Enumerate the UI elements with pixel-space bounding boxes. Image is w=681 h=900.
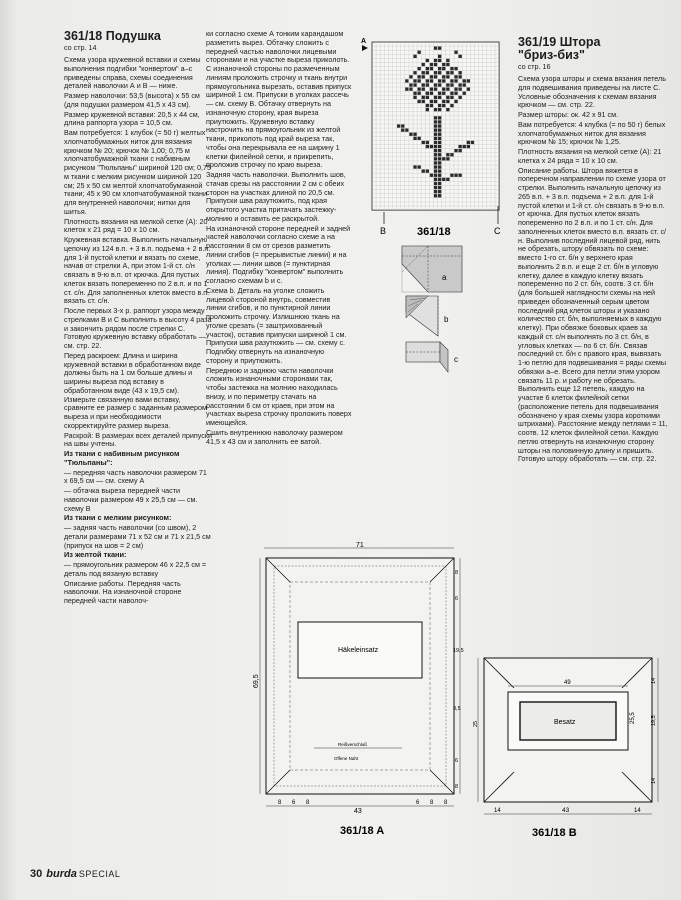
- chart-filled-cell: [450, 92, 453, 95]
- middle-paragraph: Сшить внутреннюю наволочку размером 41,5 х 43 см и заполнить ее ватой.: [206, 427, 343, 446]
- middle-paragraph: ки согласно схеме А тонким карандашом разметить вырез. Обтачку сложить с передней частью наволочки лицевыми сторонами и на участке выреза приколоть. С изнаночной стороны по размеченным линиям проложить строчку и ткань внутри прямоугольника вырезать, оставив припуск шириной 1 см. Припуски в уголках рассечь — см. схему В. Обтачку отвернуть на изнаночную сторону, края выреза приутюжить. Кружевную вставку настрочить на прямоугольник из желтой ткани, приколоть под край выреза так, чтобы она перекрывала ее на ширину 1 клетки филейной сетки, и прикрепить, проложив строчку по краю выреза.: [206, 29, 352, 170]
- chart-filled-cell: [422, 141, 425, 144]
- diagram-a-dim: 6: [455, 596, 459, 602]
- chart-filled-cell: [442, 92, 445, 95]
- diagram-a-dim: 19,5: [453, 648, 464, 654]
- right-paragraph: Схема узора шторы и схема вязания петель для подвешивания приведены на листе С. Условные обозначения к схемам вязания крючком — см. стр. 22.: [518, 74, 666, 110]
- chart-filled-cell: [409, 75, 412, 78]
- diagram-a-dim: 8: [306, 800, 310, 806]
- chart-filled-cell: [446, 59, 449, 62]
- left-paragraph: Плотность вязания на мелкой сетке (А): 20 клеток х 21 ряд = 10 х 10 см.: [64, 216, 208, 235]
- chart-filled-cell: [434, 88, 437, 91]
- chart-filled-cell: [434, 178, 437, 181]
- chart-filled-cell: [430, 67, 433, 70]
- chart-filled-cell: [454, 67, 457, 70]
- right-paragraph: Описание работы. Штора вяжется в поперечном направлении по схеме узора от стрелки. Выполнить начальную цепочку из 265 в.п. + 3 в.п. подъема + 2 в.п. для 1-й пустой клетки и 1-й ст. с/н связать в 9-ю в.п. от крючка. Для пустых клеток вязать попеременно по 2 в.п. и по 1 ст. с/н. Для заполненных клеток вместо в.п. вязать ст. с/н. Выполнив последний лицевой ряд, нить не обрезать, штору обвязать по схеме: вместо 1-го ст. б/н у верхнего края выполнить 2 в.п. и еще 2 ст. б/н в угловую клетку, далее в каждую клетку вязать попеременно по 2 ст. б/н, соотв. 3 ст. б/н (для большей наглядности схемы на ней приведен обозначенный серым цветом последний ряд клеток шторы и указано количество ст. б/н, выполняемых в каждую клетку). При обвязке боковых краев за каждый ст. с/н выполнять по 3 ст. б/н, в угловых клетках — по 6 ст. б/н. Связав последний ст. б/н с правого края, вывязать 1-ю петлю для подвешивания = ряды схемы обвязки а–е. Всего для петли этим узором связать 11 р. и работу не обрезать. Выполнить еще 12 петель, каждую на участке 6 клеток филейной сетки (расположение петель для подвешивания обозначено у края схемы узора короткими штрихами). Расстояние между петлями = 11, соотв. 12 клеток филейной сетки. Каждую петлю отвернуть на изнаночную сторону шторы на половинную длину и пришить. Готовую штору обработать — см. стр. 22.: [518, 165, 668, 464]
- diagram-b-dim: 14: [634, 808, 641, 814]
- sketch-c-label: c: [454, 355, 458, 364]
- middle-column: [206, 30, 352, 447]
- chart-filled-cell: [430, 92, 433, 95]
- chart-filled-cell: [438, 145, 441, 148]
- chart-caption: 361/18: [417, 226, 451, 238]
- chart-filled-cell: [446, 71, 449, 74]
- arrow-a-icon: [362, 45, 368, 51]
- chart-filled-cell: [426, 79, 429, 82]
- chart-filled-cell: [454, 79, 457, 82]
- chart-filled-cell: [426, 83, 429, 86]
- chart-filled-cell: [434, 149, 437, 152]
- chart-filled-cell: [467, 141, 470, 144]
- chart-filled-cell: [454, 51, 457, 54]
- chart-filled-cell: [467, 79, 470, 82]
- page-number: 30: [30, 868, 43, 880]
- middle-paragraph: Задняя часть наволочки. Выполнить шов, стачав срезы на расстоянии 2 см с обеих сторон на участках длиной по 20,5 см. Припуски шва разутюжить, под края открытого участка притачать застежку-молнию и оставить ее раскрытой.: [206, 170, 346, 223]
- diagram-a-insert-label: Häkeleinsatz: [338, 647, 379, 654]
- diagram-a-dim: 8: [455, 784, 459, 790]
- chart-filled-cell: [418, 75, 421, 78]
- chart-filled-cell: [405, 88, 408, 91]
- chart-grid: [372, 42, 499, 210]
- diagram-a-width: 71: [356, 542, 364, 549]
- chart-filled-cell: [450, 71, 453, 74]
- left-subheading: Из желтой ткани:: [64, 550, 127, 560]
- chart-filled-cell: [426, 96, 429, 99]
- chart-filled-cell: [426, 170, 429, 173]
- page-footer: [30, 868, 120, 880]
- chart-filled-cell: [450, 174, 453, 177]
- chart-filled-cell: [459, 88, 462, 91]
- crochet-chart: [360, 34, 510, 240]
- left-subheading: Из ткани с мелким рисунком:: [64, 513, 172, 523]
- diagram-a-dim: 8: [278, 800, 282, 806]
- chart-filled-cell: [438, 129, 441, 132]
- chart-filled-cell: [454, 174, 457, 177]
- chart-filled-cell: [438, 120, 441, 123]
- chart-label-c: C: [494, 226, 501, 236]
- chart-filled-cell: [434, 116, 437, 119]
- chart-filled-cell: [434, 161, 437, 164]
- diagram-a-caption: 361/18 A: [340, 825, 385, 837]
- chart-filled-cell: [438, 194, 441, 197]
- chart-filled-cell: [438, 104, 441, 107]
- chart-filled-cell: [426, 71, 429, 74]
- chart-filled-cell: [446, 100, 449, 103]
- chart-filled-cell: [459, 55, 462, 58]
- chart-filled-cell: [434, 124, 437, 127]
- diagram-b-dim: 14: [651, 777, 657, 784]
- diagram-b-dim: 25: [473, 720, 479, 727]
- chart-filled-cell: [434, 108, 437, 111]
- chart-filled-cell: [450, 153, 453, 156]
- chart-filled-cell: [438, 83, 441, 86]
- left-paragraph: Схема узора кружевной вставки и схемы выполнения подгибки "конвертом" а–с приведены справа, схемы соединения деталей наволочки А и В — ниже.: [64, 55, 201, 91]
- right-paragraph: Размер шторы: ок. 42 х 91 см.: [518, 110, 619, 119]
- chart-filled-cell: [434, 170, 437, 173]
- chart-filled-cell: [422, 75, 425, 78]
- chart-filled-cell: [459, 145, 462, 148]
- chart-filled-cell: [438, 141, 441, 144]
- chart-filled-cell: [459, 96, 462, 99]
- chart-filled-cell: [454, 100, 457, 103]
- chart-filled-cell: [446, 63, 449, 66]
- chart-filled-cell: [405, 79, 408, 82]
- sketch-b: [406, 296, 449, 336]
- chart-filled-cell: [438, 186, 441, 189]
- left-paragraph: — обтачка выреза передней части наволочки размером 49 х 25,5 см — см. схему В: [64, 486, 198, 513]
- chart-filled-cell: [401, 124, 404, 127]
- sketch-a-label: a: [442, 273, 447, 282]
- diagram-a-edge-label: Reißverschluß: [338, 742, 368, 747]
- chart-filled-cell: [426, 104, 429, 107]
- diagram-a-dim: 6: [455, 758, 459, 764]
- chart-filled-cell: [454, 92, 457, 95]
- chart-filled-cell: [413, 92, 416, 95]
- left-paragraph: Вам потребуется: 1 клубок (= 50 г) желтых хлопчатобумажных ниток для вязания крючком № 20; крючок № 1,00; 0,75 м хлопчатобумажной ткани с набивным рисунком "Тюльпаны" шириной 120 см; 0,75 м ткани с мелким рисунком шириной 120 см; 25 х 50 см желтой хлопчатобумажной ткани; 45 х 90 см хлопчатобумажной ткани для внутренней наволочки; нитки для шитья.: [64, 128, 211, 216]
- chart-filled-cell: [454, 149, 457, 152]
- chart-filled-cell: [434, 186, 437, 189]
- left-paragraph: Размер кружевной вставки: 20,5 х 44 см, длина раппорта узора = 10,5 см.: [64, 109, 200, 128]
- sketch-b-label: b: [444, 315, 449, 324]
- chart-filled-cell: [418, 67, 421, 70]
- chart-filled-cell: [409, 88, 412, 91]
- chart-filled-cell: [450, 96, 453, 99]
- left-paragraph: — задняя часть наволочки (со швом), 2 детали размерами 71 х 52 см и 71 х 21,5 см (припуск на шов = 2 см): [64, 523, 211, 550]
- chart-filled-cell: [438, 133, 441, 136]
- chart-filled-cell: [438, 137, 441, 140]
- diagram-a-dim: 43: [354, 808, 362, 815]
- pillow-title: 361/18 Подушка: [64, 29, 161, 43]
- left-column: [64, 30, 212, 607]
- chart-filled-cell: [434, 133, 437, 136]
- chart-filled-cell: [430, 79, 433, 82]
- chart-filled-cell: [438, 124, 441, 127]
- chart-filled-cell: [413, 165, 416, 168]
- chart-filled-cell: [422, 96, 425, 99]
- chart-filled-cell: [463, 145, 466, 148]
- brand-special: SPECIAL: [78, 869, 121, 879]
- chart-filled-cell: [418, 137, 421, 140]
- chart-filled-cell: [438, 92, 441, 95]
- chart-filled-cell: [438, 71, 441, 74]
- diagram-b-dim: 14: [494, 808, 501, 814]
- diagram-a-dim: 8: [430, 800, 434, 806]
- chart-filled-cell: [413, 55, 416, 58]
- chart-filled-cell: [434, 165, 437, 168]
- sketch-a: [402, 246, 462, 292]
- chart-filled-cell: [442, 178, 445, 181]
- chart-filled-cell: [438, 55, 441, 58]
- chart-filled-cell: [426, 145, 429, 148]
- chart-filled-cell: [434, 141, 437, 144]
- chart-filled-cell: [418, 100, 421, 103]
- diagram-b-besatz-label: Besatz: [554, 719, 576, 726]
- left-paragraph: Описание работы. Передняя часть наволочки. На изнаночной стороне передней части наволоч-: [64, 578, 182, 605]
- chart-filled-cell: [459, 149, 462, 152]
- chart-filled-cell: [434, 75, 437, 78]
- chart-filled-cell: [471, 141, 474, 144]
- chart-filled-cell: [438, 59, 441, 62]
- chart-filled-cell: [459, 174, 462, 177]
- curtain-title: 361/19 Штора: [518, 35, 601, 49]
- chart-filled-cell: [450, 83, 453, 86]
- left-paragraph: — передняя часть наволочки размером 71 х 69,5 см — см. схему А: [64, 467, 207, 486]
- chart-filled-cell: [418, 92, 421, 95]
- chart-filled-cell: [459, 83, 462, 86]
- diagram-a-height: 69,5: [253, 674, 260, 688]
- chart-filled-cell: [430, 104, 433, 107]
- chart-filled-cell: [450, 104, 453, 107]
- chart-filled-cell: [409, 83, 412, 86]
- chart-filled-cell: [463, 79, 466, 82]
- left-subheading: Из ткани с набивным рисунком "Тюльпаны":: [64, 449, 180, 467]
- chart-filled-cell: [418, 165, 421, 168]
- chart-filled-cell: [430, 63, 433, 66]
- chart-filled-cell: [430, 100, 433, 103]
- chart-filled-cell: [434, 157, 437, 160]
- chart-filled-cell: [438, 153, 441, 156]
- chart-filled-cell: [438, 67, 441, 70]
- chart-filled-cell: [463, 92, 466, 95]
- chart-filled-cell: [446, 75, 449, 78]
- diagram-a-dim: 8: [444, 800, 448, 806]
- chart-filled-cell: [405, 129, 408, 132]
- chart-filled-cell: [442, 88, 445, 91]
- diagram-b-dim: 19,5: [651, 715, 657, 726]
- right-paragraph: Плотность вязания на мелкой сетке (А): 21 клетка х 24 ряда = 10 х 10 см.: [518, 147, 662, 165]
- chart-filled-cell: [438, 178, 441, 181]
- left-paragraph: Размер наволочки: 53,5 (высота) х 55 см (для подушки размером 41,5 х 43 см).: [64, 91, 200, 109]
- chart-filled-cell: [430, 88, 433, 91]
- sketch-c: [406, 342, 458, 372]
- diagram-b-dim: 14: [651, 677, 657, 684]
- diagram-a-zipper-label: Offene Naht: [334, 756, 359, 761]
- chart-filled-cell: [438, 149, 441, 152]
- chart-filled-cell: [442, 104, 445, 107]
- chart-filled-cell: [413, 79, 416, 82]
- chart-filled-cell: [438, 96, 441, 99]
- chart-filled-cell: [401, 129, 404, 132]
- chart-filled-cell: [438, 116, 441, 119]
- chart-filled-cell: [434, 120, 437, 123]
- chart-filled-cell: [426, 59, 429, 62]
- diagram-a-dim: 8: [455, 570, 459, 576]
- left-paragraph: Кружевная вставка. Выполнить начальную цепочку из 124 в.п. + 3 в.п. подъема + 2 в.п. для 1-й пустой клетки и вязать по схеме, начав от стрелки А, при этом 1-й ст. с/н связать в 9-ю в.п. от крючка. Для пустых клеток вязать попеременно по 2 в.п. и по 1 ст. с/н. Для заполненных клеток вместо в.п. вязать ст. с/н.: [64, 235, 211, 306]
- diagram-b: [474, 652, 664, 842]
- curtain-reference: со стр. 16: [518, 62, 551, 71]
- chart-filled-cell: [434, 174, 437, 177]
- chart-filled-cell: [422, 170, 425, 173]
- diagram-b-caption: 361/18 B: [532, 827, 577, 839]
- chart-filled-cell: [446, 178, 449, 181]
- pillow-reference: со стр. 14: [64, 43, 97, 52]
- chart-filled-cell: [438, 190, 441, 193]
- chart-filled-cell: [467, 145, 470, 148]
- chart-filled-cell: [422, 71, 425, 74]
- chart-filled-cell: [438, 182, 441, 185]
- diagram-b-height: 25,5: [630, 712, 636, 724]
- right-paragraph: Вам потребуется: 4 клубка (= по 50 г) белых хлопчатобумажных ниток для вязания крючком № 15; крючок № 1,25.: [518, 119, 666, 147]
- chart-filled-cell: [450, 79, 453, 82]
- chart-filled-cell: [438, 170, 441, 173]
- chart-filled-cell: [434, 63, 437, 66]
- chart-filled-cell: [442, 63, 445, 66]
- chart-label-b: B: [380, 226, 387, 236]
- chart-filled-cell: [446, 96, 449, 99]
- diagram-a: [254, 540, 464, 840]
- chart-filled-cell: [426, 108, 429, 111]
- right-column: [518, 36, 668, 465]
- chart-filled-cell: [413, 83, 416, 86]
- chart-filled-cell: [426, 92, 429, 95]
- chart-filled-cell: [446, 88, 449, 91]
- chart-filled-cell: [442, 67, 445, 70]
- chart-filled-cell: [430, 145, 433, 148]
- chart-filled-cell: [434, 83, 437, 86]
- chart-filled-cell: [442, 79, 445, 82]
- chart-filled-cell: [434, 153, 437, 156]
- chart-filled-cell: [438, 165, 441, 168]
- chart-filled-cell: [409, 133, 412, 136]
- chart-filled-cell: [422, 63, 425, 66]
- chart-filled-cell: [418, 51, 421, 54]
- chart-filled-cell: [434, 137, 437, 140]
- chart-filled-cell: [397, 124, 400, 127]
- chart-filled-cell: [446, 153, 449, 156]
- middle-paragraph: Переднюю и заднюю части наволочки сложить изнаночными сторонами так, чтобы застежка на молнию находилась внизу, и по периметру стачать на расстоянии 6 см от краев, при этом на участках выреза строчку проложить поверх имеющейся.: [206, 365, 352, 427]
- chart-filled-cell: [454, 88, 457, 91]
- chart-filled-cell: [426, 141, 429, 144]
- chart-filled-cell: [422, 100, 425, 103]
- chart-filled-cell: [434, 100, 437, 103]
- chart-filled-cell: [413, 133, 416, 136]
- chart-filled-cell: [422, 83, 425, 86]
- chart-filled-cell: [434, 59, 437, 62]
- chart-filled-cell: [459, 71, 462, 74]
- chart-filled-cell: [434, 145, 437, 148]
- chart-filled-cell: [467, 88, 470, 91]
- chart-filled-cell: [446, 108, 449, 111]
- chart-filled-cell: [413, 137, 416, 140]
- chart-filled-cell: [438, 79, 441, 82]
- chart-filled-cell: [442, 75, 445, 78]
- chart-filled-cell: [418, 79, 421, 82]
- left-paragraph: Раскрой: В размерах всех деталей припуски на швы учтены.: [64, 430, 213, 449]
- chart-filled-cell: [434, 47, 437, 50]
- chart-filled-cell: [438, 161, 441, 164]
- chart-filled-cell: [438, 108, 441, 111]
- middle-paragraph: Схема b. Деталь на уголке сложить лицевой стороной внутрь, совместив линии сгибов, и по пунктирной линии проложить строчку. Излишнюю ткань на уголке срезать (= заштрихованный участок), оставив припуски шириной 1 см. Припуски шва разутюжить — см. схему с. Подгибку отвернуть на изнаночную сторону и приутюжить.: [206, 285, 347, 365]
- curtain-subtitle: "бриз-биз": [518, 48, 585, 62]
- chart-filled-cell: [434, 182, 437, 185]
- chart-filled-cell: [442, 157, 445, 160]
- left-paragraph: После первых 3-х р. раппорт узора между стрелками В и С выполнить в высоту 4 раза и закончить рядом после стрелки С. Готовую кружевную вставку обработать — см. стр. 22.: [64, 306, 212, 350]
- diagram-a-dim: 9,5: [453, 706, 461, 712]
- chart-filled-cell: [426, 67, 429, 70]
- chart-filled-cell: [450, 67, 453, 70]
- diagram-a-dim: 6: [292, 800, 296, 806]
- chart-filled-cell: [442, 100, 445, 103]
- chart-filled-cell: [454, 75, 457, 78]
- chart-filled-cell: [438, 174, 441, 177]
- chart-label-a: A: [361, 38, 367, 45]
- chart-filled-cell: [438, 157, 441, 160]
- middle-paragraph: На изнаночной стороне передней и задней частей наволочки согласно схеме а на расстоянии 8 см от срезов разметить линии сгибов (= прерывистые линии) и на уголках — линии швов (= пунктирная линия). Подгибку "конвертом" выполнить согласно схемам b и с.: [206, 223, 351, 285]
- left-paragraph: Перед раскроем: Длина и ширина кружевной вставки в обработанном виде должны быть на 1 см больше длины и ширины выреза под вставку в обработанном виде (43 х 19,5 см). Измерьте связанную вами вставку, сравните ее размер с заданным размером выреза и при необходимости скорректируйте размер выреза.: [64, 350, 207, 430]
- folding-sketches: [392, 242, 482, 377]
- diagram-b-width: 49: [564, 680, 571, 686]
- chart-filled-cell: [430, 174, 433, 177]
- chart-filled-cell: [413, 71, 416, 74]
- diagram-a-dim: 6: [416, 800, 420, 806]
- chart-filled-cell: [418, 88, 421, 91]
- diagram-b-dim: 43: [562, 807, 570, 814]
- chart-filled-cell: [446, 83, 449, 86]
- chart-filled-cell: [434, 96, 437, 99]
- chart-filled-cell: [434, 190, 437, 193]
- chart-filled-cell: [434, 71, 437, 74]
- brand-logo: burda: [46, 868, 77, 880]
- chart-filled-cell: [446, 157, 449, 160]
- left-paragraph: — прямоугольник размером 46 х 22,5 см = деталь под вязаную вставку: [64, 560, 207, 578]
- chart-filled-cell: [422, 88, 425, 91]
- chart-filled-cell: [413, 96, 416, 99]
- chart-filled-cell: [459, 75, 462, 78]
- chart-filled-cell: [438, 47, 441, 50]
- chart-filled-cell: [430, 75, 433, 78]
- chart-filled-cell: [463, 83, 466, 86]
- chart-filled-cell: [434, 129, 437, 132]
- chart-filled-cell: [434, 194, 437, 197]
